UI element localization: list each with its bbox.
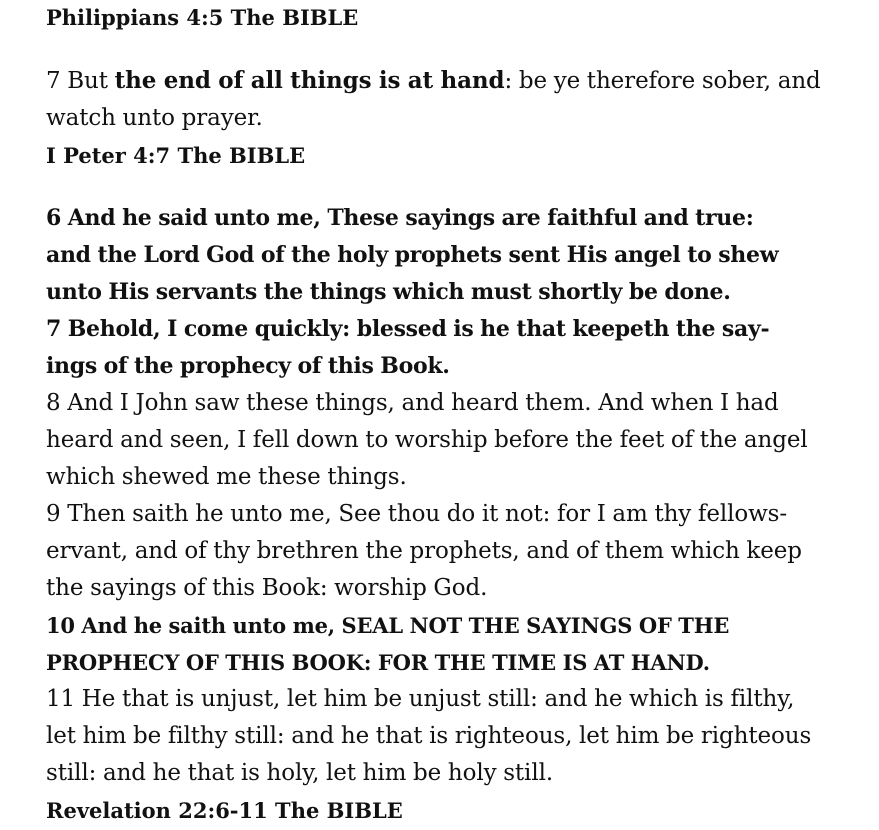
paragraph-gap <box>46 174 846 200</box>
verse-text: : be ye therefore sober, and <box>504 68 821 94</box>
verse-line: let him be filthy still: and he that is righteous, let him be righteous <box>46 723 812 749</box>
verse-revelation-11 <box>46 681 846 792</box>
verse-line: ings of the prophecy of this Book. <box>46 353 450 379</box>
reference-philippians: Philippians 4:5 The BIBLE <box>46 5 359 30</box>
verse-line: still: and he that is holy, let him be holy still. <box>46 760 554 786</box>
verse-line: 10 And he saith unto me, SEAL NOT THE SAYINGS OF THE <box>46 613 730 638</box>
verse-line: 9 Then saith he unto me, See thou do it not: for I am thy fellows- <box>46 501 788 527</box>
verse-line: unto His servants the things which must shortly be done. <box>46 279 731 305</box>
verse-line <box>46 62 846 100</box>
verse-line: ervant, and of thy brethren the prophets, and of them which keep <box>46 538 802 564</box>
verse-revelation-9 <box>46 496 846 607</box>
verse-line: 11 He that is unjust, let him be unjust still: and he which is filthy, <box>46 686 795 712</box>
verse-line: which shewed me these things. <box>46 464 407 490</box>
verse-number-text: 7 But <box>46 68 115 94</box>
verse-peter-7 <box>46 62 846 137</box>
verse-revelation-10 <box>46 607 846 681</box>
verse-line: watch unto prayer. <box>46 105 263 131</box>
paragraph-gap <box>46 36 846 62</box>
verse-line: 8 And I John saw these things, and heard them. And when I had <box>46 390 779 416</box>
verse-revelation-6 <box>46 200 846 311</box>
emphasis-text: the end of all things is at hand <box>114 67 505 94</box>
verse-line: and the Lord God of the holy prophets sent His angel to shew <box>46 242 779 268</box>
reference-peter: I Peter 4:7 The BIBLE <box>46 143 306 168</box>
reference-revelation: Revelation 22:6-11 The BIBLE <box>46 798 403 823</box>
verse-revelation-8 <box>46 385 846 496</box>
document-page <box>46 0 846 829</box>
verse-line: PROPHECY OF THIS BOOK: FOR THE TIME IS AT HAND. <box>46 650 710 675</box>
verse-line: 6 And he said unto me, These sayings are faithful and true: <box>46 205 754 231</box>
verse-revelation-7 <box>46 311 846 385</box>
verse-line: 7 Behold, I come quickly: blessed is he that keepeth the say- <box>46 316 770 342</box>
verse-line: the sayings of this Book: worship God. <box>46 575 488 601</box>
verse-line: heard and seen, I fell down to worship before the feet of the angel <box>46 427 808 453</box>
